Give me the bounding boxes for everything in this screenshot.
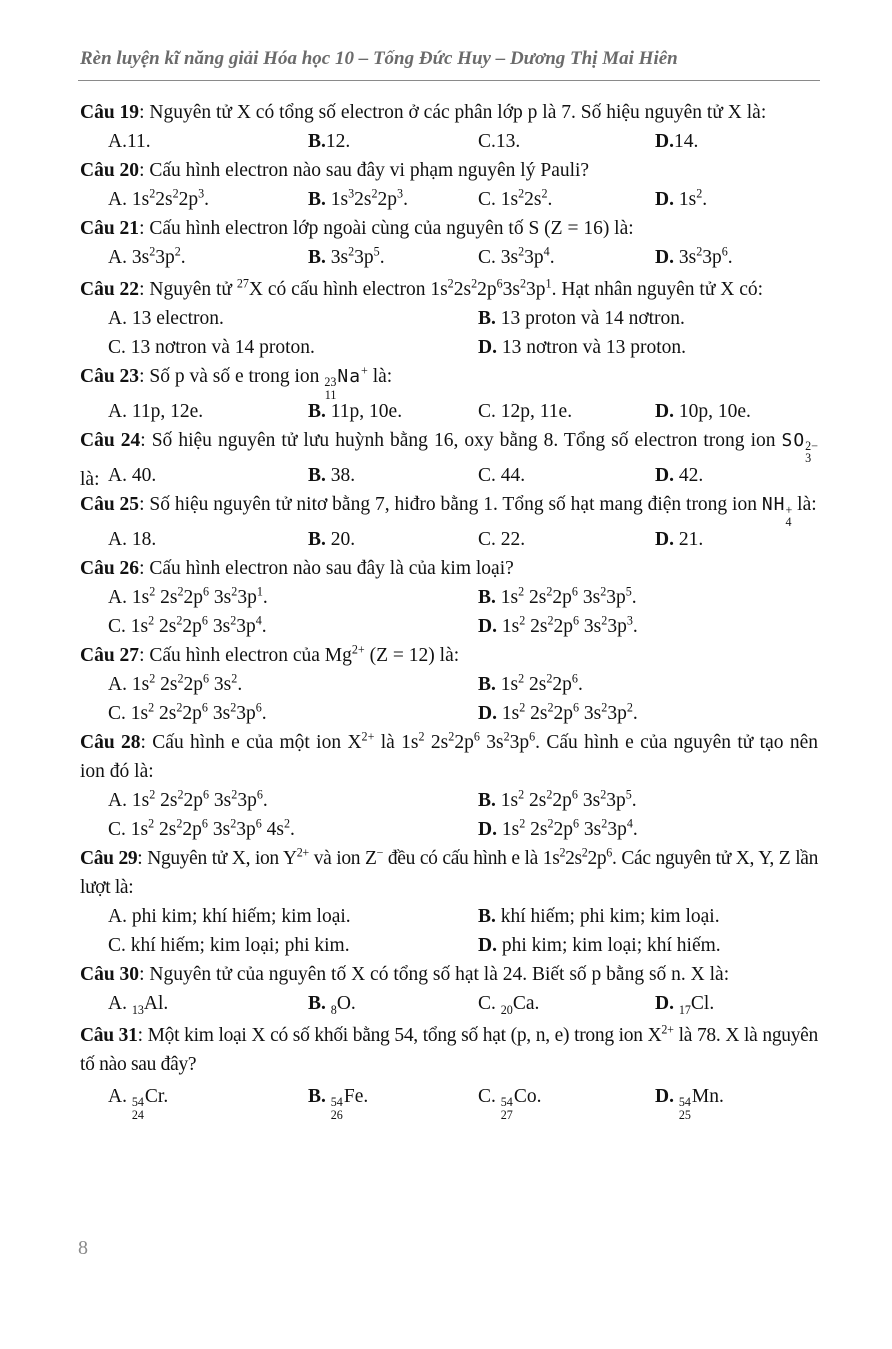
question-24: Câu 24: Số hiệu nguyên tử lưu huỳnh bằng 16, oxy bằng 8. Tổng số electron trong ion SO 2− 3 là: (80, 430, 819, 490)
option-d[interactable]: D.14. (655, 131, 699, 152)
options-21 (108, 243, 818, 272)
options-27-row1 (108, 670, 818, 699)
option-b[interactable]: B. $1s^2$ $2s^22p^6$ $3s^23p^5$. (478, 787, 637, 811)
option-c[interactable]: C. 22. (478, 529, 526, 550)
option-c[interactable]: C. 12p, 11e. (478, 401, 573, 422)
option-a[interactable]: A. 40. (108, 465, 157, 486)
option-c[interactable]: C.13. (478, 131, 521, 152)
option-d[interactable]: D. 13 nơtron và 13 proton. (478, 337, 687, 358)
question-29: Câu 29: Nguyên tử X, ion $Y^{2+}$ và ion Z− đều có cấu hình e là $1s^22s^22p^6$. Các nguyên tử X, Y, Z lần lượt là: (80, 845, 818, 898)
option-c[interactable]: C. $1s^2$ $2s^22p^6$ $3s^23p^4$. (108, 613, 267, 637)
options-29-row1 (108, 902, 818, 931)
option-b[interactable]: B. 54 26 Fe. (308, 1086, 369, 1122)
option-d[interactable]: D. $1s^2$ $2s^22p^6$ $3s^23p^4$. (478, 816, 638, 840)
option-d[interactable]: D. 10p, 10e. (655, 401, 751, 422)
option-c[interactable]: C. khí hiếm; kim loại; phi kim. (108, 935, 350, 956)
question-30: Câu 30: Nguyên tử của nguyên tố X có tổng số hạt là 24. Biết số p bằng số n. X là: (80, 964, 730, 985)
option-d[interactable]: D. $1s^2$. (655, 186, 708, 210)
options-28-row2 (108, 815, 818, 844)
question-23: Câu 23: Số p và số e trong ion 23 11 Na+ là: (80, 363, 393, 402)
options-23 (108, 397, 818, 426)
options-24 (108, 461, 818, 490)
option-a[interactable]: A. 18. (108, 529, 157, 550)
option-b[interactable]: B. $_8$O. (308, 993, 356, 1017)
option-a[interactable]: A. $1s^22s^22p^3$. (108, 186, 210, 210)
options-20 (108, 185, 818, 214)
option-c[interactable]: C. 54 27 Co. (478, 1086, 542, 1122)
option-c[interactable]: C. 44. (478, 465, 526, 486)
option-c[interactable]: C. $1s^22s^2$. (478, 186, 553, 210)
option-d[interactable]: D. phi kim; kim loại; khí hiếm. (478, 935, 721, 956)
question-27: Câu 27: Cấu hình electron của $Mg^{2+}$ (Z = 12) là: (80, 642, 460, 666)
option-c[interactable]: C. $1s^2$ $2s^22p^6$ $3s^23p^6$ $4s^2$. (108, 816, 295, 840)
options-19 (108, 127, 818, 156)
options-22-row1 (108, 304, 818, 333)
question-22: Câu 22: Nguyên tử $^{27}$X có cấu hình electron $1s^22s^22p^63s^23p^1$. Hạt nhân nguyên tử X có: (80, 276, 764, 300)
question-text: : Nguyên tử X có tổng số electron ở các phân lớp p là 7. Số hiệu nguyên tử X là: (139, 102, 767, 123)
question-number: Câu 19 (80, 102, 140, 123)
option-a[interactable]: A. $_{13}$Al. (108, 993, 169, 1017)
option-d[interactable]: D. 21. (655, 529, 704, 550)
option-b[interactable]: B. $1s^2$ $2s^22p^6$ $3s^23p^5$. (478, 584, 637, 608)
option-c[interactable]: C. $_{20}$Ca. (478, 993, 540, 1017)
header-rule (78, 80, 820, 81)
option-b[interactable]: B. 20. (308, 529, 356, 550)
isotope-notation: 23 11 (324, 375, 337, 402)
option-d[interactable]: D. $1s^2$ $2s^22p^6$ $3s^23p^2$. (478, 700, 638, 724)
options-26-row2 (108, 612, 818, 641)
question-21: Câu 21: Cấu hình electron lớp ngoài cùng của nguyên tố S (Z = 16) là: (80, 218, 634, 239)
question-19 (80, 98, 818, 127)
running-header: Rèn luyện kĩ năng giải Hóa học 10 – Tống Đức Huy – Dương Thị Mai Hiên (80, 48, 678, 69)
option-a[interactable]: A. phi kim; khí hiếm; kim loại. (108, 906, 351, 927)
option-a[interactable]: A. $1s^2$ $2s^22p^6$ $3s^23p^1$. (108, 584, 268, 608)
option-b[interactable]: B. 11p, 10e. (308, 401, 403, 422)
option-c[interactable]: C. $1s^2$ $2s^22p^6$ $3s^23p^6$. (108, 700, 267, 724)
ion-charge-stack: + 4 (785, 502, 793, 530)
question-20: Câu 20: Cấu hình electron nào sau đây vi phạm nguyên lý Pauli? (80, 160, 590, 181)
option-d[interactable]: D. 42. (655, 465, 704, 486)
option-b[interactable]: B. $1s^32s^22p^3$. (308, 186, 408, 210)
option-b[interactable]: B. $3s^23p^5$. (308, 244, 385, 268)
options-27-row2 (108, 699, 818, 728)
option-c[interactable]: C. 13 nơtron và 14 proton. (108, 337, 315, 358)
question-28: Câu 28: Cấu hình e của một ion $X^{2+}$ là $1s^2$ $2s^22p^6$ $3s^23p^6$. Cấu hình e của nguyên tử tạo nên ion đó là: (80, 729, 818, 782)
option-d[interactable]: D. $1s^2$ $2s^22p^6$ $3s^23p^3$. (478, 613, 638, 637)
options-31 (108, 1079, 818, 1122)
option-b[interactable]: B. khí hiếm; phi kim; kim loại. (478, 906, 720, 927)
option-d[interactable]: D. $_{17}$Cl. (655, 993, 715, 1017)
option-d[interactable]: D. 54 25 Mn. (655, 1086, 724, 1122)
question-list (80, 98, 819, 1122)
option-a[interactable]: A. 54 24 Cr. (108, 1086, 169, 1122)
option-b[interactable]: B.12. (308, 131, 351, 152)
options-29-row2 (108, 931, 818, 960)
options-22-row2 (108, 333, 818, 362)
option-b[interactable]: B. 13 proton và 14 nơtron. (478, 308, 685, 329)
option-d[interactable]: D. $3s^23p^6$. (655, 244, 733, 268)
option-a[interactable]: A. $3s^23p^2$. (108, 244, 186, 268)
options-30 (108, 989, 818, 1018)
question-26: Câu 26: Cấu hình electron nào sau đây là của kim loại? (80, 558, 514, 579)
option-a[interactable]: A. 13 electron. (108, 308, 224, 329)
page-number: 8 (78, 1237, 88, 1259)
options-26-row1 (108, 583, 818, 612)
option-b[interactable]: B. $1s^2$ $2s^22p^6$. (478, 671, 583, 695)
option-a[interactable]: A.11. (108, 131, 151, 152)
option-a[interactable]: A. 11p, 12e. (108, 401, 204, 422)
question-31: Câu 31: Một kim loại X có số khối bằng 54, tổng số hạt (p, n, e) trong ion $X^{2+}$ là 78. X là nguyên tố nào sau đây? (80, 1022, 818, 1075)
ion-charge-stack: 2− 3 (805, 438, 819, 466)
option-c[interactable]: C. $3s^23p^4$. (478, 244, 555, 268)
option-a[interactable]: A. $1s^2$ $2s^22p^6$ $3s^23p^6$. (108, 787, 268, 811)
options-28-row1 (108, 786, 818, 815)
question-25: Câu 25: Số hiệu nguyên tử nitơ bằng 7, hiđro bằng 1. Tổng số hạt mang điện trong ion NH + 4 là: (80, 494, 817, 530)
option-a[interactable]: A. $1s^2$ $2s^22p^6$ $3s^2$. (108, 671, 243, 695)
options-25 (108, 525, 818, 554)
option-b[interactable]: B. 38. (308, 465, 356, 486)
